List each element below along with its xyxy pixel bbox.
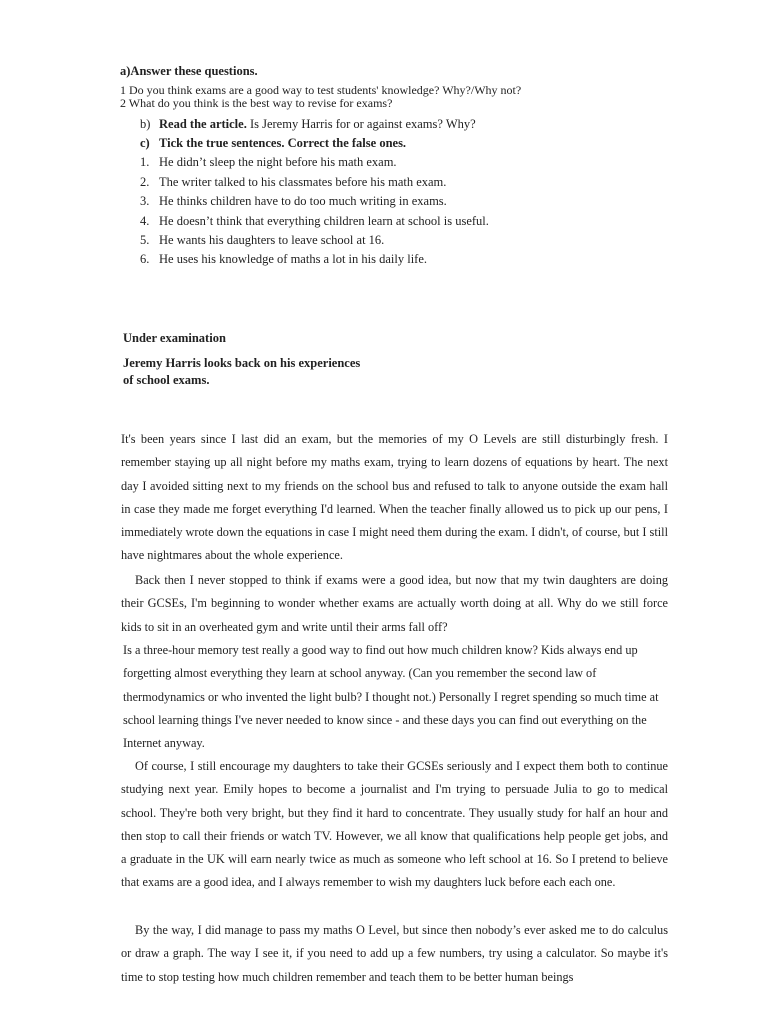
article-paragraph-3: Is a three-hour memory test really a good way to find out how much children know? Kids always end up forgetting almost everything they learn at school anyway. (Can you remember the second law of thermodynamics or who invented the light bulb? I thought not.) Personally I regret spending so much time at school learning things I've never needed to know since - and these days you can find out everything on the Internet anyway. (123, 643, 659, 751)
statement-text: The writer talked to his classmates before his math exam. (159, 175, 447, 189)
statement-item (140, 155, 560, 170)
section-b-label: b) (140, 117, 151, 131)
statement-item (140, 252, 560, 267)
statement-text: He doesn’t think that everything children learn at school is useful. (159, 214, 489, 228)
statement-item (140, 214, 560, 229)
statement-number: 1. (140, 155, 150, 169)
article-title: Under examination (123, 331, 226, 345)
section-a-title: Answer these questions. (130, 64, 258, 78)
statement-text: He thinks children have to do too much writing in exams. (159, 194, 447, 208)
section-a-label: a) (120, 64, 131, 78)
statement-number: 3. (140, 194, 150, 208)
section-c-title: Tick the true sentences. Correct the false ones. (159, 136, 407, 150)
statement-item (140, 233, 560, 248)
article-paragraph-5: By the way, I did manage to pass my maths O Level, but since then nobody’s ever asked me to do calculus or draw a graph. The way I see it, if you need to add up a few numbers, try using a calculator. So maybe it's time to stop testing how much children remember and teach them to be better human beings (121, 923, 668, 984)
question-2 (120, 97, 392, 110)
article-subtitle-line-1: Jeremy Harris looks back on his experiences (123, 356, 361, 370)
statement-text: He wants his daughters to leave school at 16. (159, 233, 385, 247)
statement-item (140, 175, 560, 190)
section-c-heading (140, 136, 540, 151)
section-b-title: Read the article. (159, 117, 247, 131)
question-number: 2 (120, 96, 126, 110)
statement-number: 5. (140, 233, 150, 247)
section-b (140, 117, 540, 132)
question-text: Do you think exams are a good way to test students' knowledge? Why?/Why not? (129, 83, 522, 97)
section-b-instruction (159, 117, 476, 132)
section-b-text: Is Jeremy Harris for or against exams? Why? (249, 117, 476, 131)
article-paragraph-2: Back then I never stopped to think if exams were a good idea, but now that my twin daughters are doing their GCSEs, I'm beginning to wonder whether exams are actually worth doing at all. Why do we still force kids to sit in an overheated gym and write until their arms fall off? (121, 573, 668, 634)
section-c-label: c) (140, 136, 150, 150)
statement-text: He didn’t sleep the night before his math exam. (159, 155, 397, 169)
statement-number: 4. (140, 214, 150, 228)
article-subtitle-line-2: of school exams. (123, 373, 210, 387)
statement-number: 2. (140, 175, 150, 189)
statement-number: 6. (140, 252, 150, 266)
statement-text: He uses his knowledge of maths a lot in his daily life. (159, 252, 428, 266)
question-text: What do you think is the best way to revise for exams? (128, 96, 393, 110)
statement-item (140, 194, 560, 209)
section-a-heading (120, 65, 258, 78)
article-paragraph-1: It's been years since I last did an exam, but the memories of my O Levels are still disturbingly fresh. I remember staying up all night before my maths exam, trying to learn dozens of equations by heart. The next day I avoided sitting next to my friends on the school bus and refused to talk to anyone outside the exam hall in case they made me forget everything I'd learned. When the teacher finally allowed us to pick up our pens, I immediately wrote down the equations in case I might need them during the exam. I didn't, of course, but I still have nightmares about the whole experience. (121, 432, 668, 563)
question-number: 1 (120, 83, 126, 97)
article-paragraph-4: Of course, I still encourage my daughters to take their GCSEs seriously and I expect them both to continue studying next year. Emily hopes to become a journalist and I'm trying to persuade Julia to go to medical school. They're both very bright, but they find it hard to concentrate. They usually study for half an hour and then stop to call their friends or watch TV. However, we all know that qualifications help people get jobs, and a graduate in the UK will earn nearly twice as much as someone who left school at 16. So I pretend to believe that exams are a good idea, and I always remember to wish my daughters luck before each each one. (121, 759, 668, 890)
